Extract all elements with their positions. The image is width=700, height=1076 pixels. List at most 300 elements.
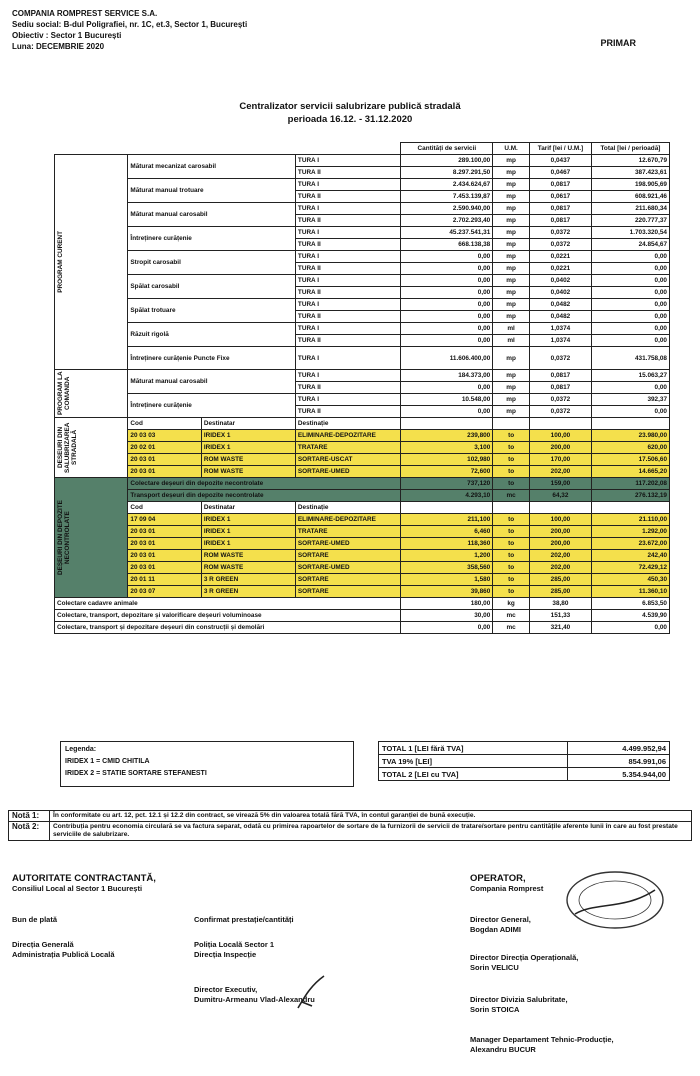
- table-row: [55, 514, 670, 526]
- cod-cell: 20 03 01: [128, 538, 201, 550]
- activity-cell: TRATARE: [295, 526, 401, 538]
- table-row: [55, 574, 670, 586]
- pl-line-1: Poliția Locală Sector 1: [194, 940, 275, 949]
- section-deseuri-salubrizare: [55, 418, 128, 478]
- total-cell: 72.429,12: [591, 562, 669, 574]
- table-header-row: [55, 143, 670, 155]
- um-cell: mp: [493, 227, 530, 239]
- tarif-cell: 0,0221: [529, 251, 591, 263]
- total-cell: 431.758,08: [591, 347, 669, 370]
- section-program-curent: [55, 155, 128, 370]
- total-cell: 0,00: [591, 622, 669, 634]
- operator-block: [470, 874, 543, 894]
- um-cell: mp: [493, 406, 530, 418]
- um-cell: to: [493, 574, 530, 586]
- total-cell: 0,00: [591, 263, 669, 275]
- tarif-cell: 1,0374: [529, 323, 591, 335]
- qty-cell: 4.293,10: [401, 490, 493, 502]
- activity-cell: SORTARE-USCAT: [295, 454, 401, 466]
- qty-cell: 0,00: [401, 275, 493, 287]
- table-row: [55, 430, 670, 442]
- bun-de-plata: Bun de plată: [12, 915, 58, 924]
- director-general: [470, 915, 531, 935]
- total-cell: 0,00: [591, 382, 669, 394]
- total-row: [379, 768, 670, 781]
- destinatar-cell: 3 R GREEN: [201, 574, 295, 586]
- table-row: [55, 478, 670, 490]
- total-cell: 15.063,27: [591, 370, 669, 382]
- um-cell: to: [493, 442, 530, 454]
- dg-line-1: Direcția Generală: [12, 940, 74, 949]
- extra-label: Colectare, transport și depozitare deșeuri din construcții și demolări: [55, 622, 401, 634]
- table-row: [55, 586, 670, 598]
- total-label: TVA 19% [LEI]: [379, 755, 568, 768]
- service-name: Măturat manual carosabil: [128, 203, 296, 227]
- d1-line-1: Director General,: [470, 915, 531, 924]
- total-cell: 450,30: [591, 574, 669, 586]
- tura-cell: TURA II: [295, 239, 401, 251]
- qty-cell: 0,00: [401, 287, 493, 299]
- col-total: Total [lei / perioadă]: [591, 143, 669, 155]
- cod-cell: 20 03 01: [128, 454, 201, 466]
- director-salubritate: [470, 995, 568, 1015]
- total-cell: 14.665,20: [591, 466, 669, 478]
- total-cell: 0,00: [591, 251, 669, 263]
- company-name: COMPANIA ROMPREST SERVICE S.A.: [12, 9, 158, 18]
- tarif-cell: 64,32: [529, 490, 591, 502]
- cod-cell: 20 03 01: [128, 562, 201, 574]
- qty-cell: 0,00: [401, 251, 493, 263]
- cod-cell: 20 03 01: [128, 550, 201, 562]
- tarif-cell: 202,00: [529, 562, 591, 574]
- table-row: [55, 394, 670, 406]
- tarif-cell: 100,00: [529, 514, 591, 526]
- tura-cell: TURA I: [295, 394, 401, 406]
- d3-line-1: Director Divizia Salubritate,: [470, 995, 568, 1004]
- tarif-cell: 0,0817: [529, 203, 591, 215]
- col-cantitati: Cantități de servicii: [401, 143, 493, 155]
- total-row: [379, 742, 670, 755]
- section-program-comanda: [55, 370, 128, 418]
- cod-cell: 17 09 04: [128, 514, 201, 526]
- legend-title: Legenda:: [65, 746, 97, 753]
- services-table: [54, 142, 670, 634]
- tarif-cell: 0,0221: [529, 263, 591, 275]
- service-name: Măturat manual carosabil: [128, 370, 296, 394]
- tarif-cell: 202,00: [529, 550, 591, 562]
- activity-cell: SORTARE-UMED: [295, 562, 401, 574]
- table-row: [55, 155, 670, 167]
- service-name: Întreținere curățenie Puncte Fixe: [128, 347, 296, 370]
- activity-cell: ELIMINARE-DEPOZITARE: [295, 514, 401, 526]
- qty-cell: 184.373,00: [401, 370, 493, 382]
- total-cell: 12.670,79: [591, 155, 669, 167]
- table-row: [55, 347, 670, 370]
- tarif-cell: 0,0372: [529, 406, 591, 418]
- table-row: [55, 442, 670, 454]
- qty-cell: 0,00: [401, 622, 493, 634]
- um-cell: to: [493, 466, 530, 478]
- tura-cell: TURA I: [295, 179, 401, 191]
- legend-box: [60, 741, 354, 787]
- title-line-1: Centralizator servicii salubrizare publică stradală: [239, 101, 461, 112]
- tarif-cell: 285,00: [529, 586, 591, 598]
- tura-cell: TURA I: [295, 323, 401, 335]
- qty-cell: 668.138,38: [401, 239, 493, 251]
- destinatar-cell: 3 R GREEN: [201, 586, 295, 598]
- operator-company: Compania Romprest: [470, 884, 544, 893]
- um-cell: mp: [493, 263, 530, 275]
- tura-cell: TURA II: [295, 215, 401, 227]
- d4-line-1: Manager Departament Tehnic-Producție,: [470, 1035, 614, 1044]
- destinatar-cell: ROM WASTE: [201, 562, 295, 574]
- cod-cell: 20 01 11: [128, 574, 201, 586]
- tarif-cell: 159,00: [529, 478, 591, 490]
- empty-cell: [591, 502, 669, 514]
- table-row: [55, 323, 670, 335]
- cod-cell: 20 02 01: [128, 442, 201, 454]
- tarif-cell: 151,33: [529, 610, 591, 622]
- table-row: [55, 454, 670, 466]
- total-cell: 117.202,08: [591, 478, 669, 490]
- activity-cell: SORTARE: [295, 574, 401, 586]
- total-cell: 1.703.320,54: [591, 227, 669, 239]
- total-cell: 220.777,37: [591, 215, 669, 227]
- tura-cell: TURA II: [295, 287, 401, 299]
- tarif-cell: 0,0402: [529, 287, 591, 299]
- qty-cell: 3,100: [401, 442, 493, 454]
- table-row: [55, 502, 670, 514]
- total-cell: 392,37: [591, 394, 669, 406]
- objective: Obiectiv : Sector 1 București: [12, 31, 122, 40]
- tarif-cell: 0,0437: [529, 155, 591, 167]
- d1-line-2: Bogdan ADIMI: [470, 925, 521, 934]
- note-row: [9, 822, 692, 841]
- empty-cell: [529, 418, 591, 430]
- um-cell: mp: [493, 394, 530, 406]
- empty-cell: [493, 502, 530, 514]
- qty-cell: 8.297.291,50: [401, 167, 493, 179]
- table-row: [55, 251, 670, 263]
- destinatar-cell: ROM WASTE: [201, 454, 295, 466]
- qty-cell: 2.702.293,40: [401, 215, 493, 227]
- um-cell: mp: [493, 167, 530, 179]
- tura-cell: TURA I: [295, 370, 401, 382]
- total-cell: 0,00: [591, 287, 669, 299]
- note-label: Notă 2:: [9, 822, 50, 841]
- tarif-cell: 1,0374: [529, 335, 591, 347]
- tarif-cell: 0,0817: [529, 215, 591, 227]
- tura-cell: TURA I: [295, 251, 401, 263]
- tarif-cell: 0,0817: [529, 179, 591, 191]
- qty-cell: 0,00: [401, 335, 493, 347]
- note-row: [9, 811, 692, 822]
- document-title: [0, 100, 700, 126]
- empty-cell: [401, 418, 493, 430]
- green-label: Transport deșeuri din depozite necontrolate: [128, 490, 401, 502]
- tura-cell: TURA II: [295, 406, 401, 418]
- qty-cell: 2.590.940,00: [401, 203, 493, 215]
- tarif-cell: 200,00: [529, 538, 591, 550]
- table-row: [55, 275, 670, 287]
- um-cell: mc: [493, 622, 530, 634]
- um-cell: to: [493, 454, 530, 466]
- qty-cell: 0,00: [401, 406, 493, 418]
- service-name: Întreținere curățenie: [128, 394, 296, 418]
- total-cell: 276.132,19: [591, 490, 669, 502]
- tura-cell: TURA I: [295, 203, 401, 215]
- table-row: [55, 299, 670, 311]
- qty-cell: 102,980: [401, 454, 493, 466]
- tarif-cell: 0,0372: [529, 394, 591, 406]
- destinatar-cell: IRIDEX 1: [201, 442, 295, 454]
- qty-cell: 72,600: [401, 466, 493, 478]
- de-line-1: Director Executiv,: [194, 985, 258, 994]
- total-cell: 21.110,00: [591, 514, 669, 526]
- table-row: [55, 203, 670, 215]
- table-row: [55, 370, 670, 382]
- tarif-cell: 0,0617: [529, 191, 591, 203]
- legend-line-2: IRIDEX 2 = STATIE SORTARE STEFANESTI: [65, 770, 207, 777]
- recipient-label: PRIMAR: [600, 38, 636, 48]
- destinatar-cell: IRIDEX 1: [201, 526, 295, 538]
- qty-cell: 39,860: [401, 586, 493, 598]
- qty-cell: 289.100,00: [401, 155, 493, 167]
- handwritten-signature: [290, 972, 330, 1012]
- activity-cell: TRATARE: [295, 442, 401, 454]
- notes-table: [8, 810, 692, 841]
- tura-cell: TURA II: [295, 311, 401, 323]
- total-cell: 608.921,46: [591, 191, 669, 203]
- tura-cell: TURA I: [295, 299, 401, 311]
- company-address: Sediu social: B-dul Poligrafiei, nr. 1C, et.3, Sector 1, București: [12, 20, 248, 29]
- service-name: Întreținere curățenie: [128, 227, 296, 251]
- tura-cell: TURA I: [295, 275, 401, 287]
- d3-line-2: Sorin STOICA: [470, 1005, 520, 1014]
- total-value: 5.354.944,00: [568, 768, 670, 781]
- authority-block: [12, 874, 156, 894]
- table-row: [55, 490, 670, 502]
- um-cell: to: [493, 478, 530, 490]
- note-label: Notă 1:: [9, 811, 50, 822]
- d2-line-2: Sorin VELICU: [470, 963, 519, 972]
- confirmat-prestatie: Confirmat prestație/cantități: [194, 915, 294, 924]
- extra-label: Colectare, transport, depozitare și valorificare deșeuri voluminoase: [55, 610, 401, 622]
- service-name: Spălat carosabil: [128, 275, 296, 299]
- destinatar-cell: ROM WASTE: [201, 550, 295, 562]
- politia-locala: [194, 940, 274, 960]
- service-name: Spălat trotuare: [128, 299, 296, 323]
- tarif-cell: 0,0372: [529, 347, 591, 370]
- um-cell: mp: [493, 299, 530, 311]
- head-destinatie: Destinație: [295, 502, 401, 514]
- tarif-cell: 200,00: [529, 526, 591, 538]
- tarif-cell: 0,0372: [529, 227, 591, 239]
- qty-cell: 180,00: [401, 598, 493, 610]
- document-header: [12, 8, 247, 52]
- activity-cell: SORTARE: [295, 586, 401, 598]
- total-value: 854.991,06: [568, 755, 670, 768]
- tura-cell: TURA II: [295, 191, 401, 203]
- tarif-cell: 321,40: [529, 622, 591, 634]
- tarif-cell: 0,0817: [529, 382, 591, 394]
- tarif-cell: 0,0482: [529, 311, 591, 323]
- authority-title: AUTORITATE CONTRACTANTĂ,: [12, 873, 156, 884]
- tura-cell: TURA I: [295, 227, 401, 239]
- destinatar-cell: ROM WASTE: [201, 466, 295, 478]
- total-cell: 0,00: [591, 406, 669, 418]
- total-cell: 0,00: [591, 335, 669, 347]
- tarif-cell: 0,0467: [529, 167, 591, 179]
- um-cell: mp: [493, 370, 530, 382]
- note-text: În conformitate cu art. 12, pct. 12.1 și 12.2 din contract, se virează 5% din valoarea totală fără TVA, în contul garanției de bună execuție.: [50, 811, 692, 822]
- total-cell: 242,40: [591, 550, 669, 562]
- tarif-cell: 0,0372: [529, 239, 591, 251]
- um-cell: mp: [493, 382, 530, 394]
- total-cell: 11.360,10: [591, 586, 669, 598]
- qty-cell: 0,00: [401, 311, 493, 323]
- tarif-cell: 38,80: [529, 598, 591, 610]
- title-line-2: perioada 16.12. - 31.12.2020: [287, 114, 413, 125]
- head-destinatar: Destinatar: [201, 418, 295, 430]
- empty-cell: [591, 418, 669, 430]
- total-cell: 23.980,00: [591, 430, 669, 442]
- qty-cell: 6,460: [401, 526, 493, 538]
- head-cod: Cod: [128, 418, 201, 430]
- total-cell: 17.506,60: [591, 454, 669, 466]
- um-cell: mp: [493, 155, 530, 167]
- qty-cell: 1,580: [401, 574, 493, 586]
- empty-cell: [529, 502, 591, 514]
- tarif-cell: 100,00: [529, 430, 591, 442]
- d4-line-2: Alexandru BUCUR: [470, 1045, 536, 1054]
- qty-cell: 1,200: [401, 550, 493, 562]
- qty-cell: 0,00: [401, 263, 493, 275]
- tura-cell: TURA II: [295, 167, 401, 179]
- cod-cell: 20 03 03: [128, 430, 201, 442]
- total-cell: 1.292,00: [591, 526, 669, 538]
- table-row: [55, 179, 670, 191]
- table-row: [55, 562, 670, 574]
- director-operational: [470, 953, 578, 973]
- service-name: Răzuit rigolă: [128, 323, 296, 347]
- table-row: [55, 466, 670, 478]
- um-cell: mp: [493, 215, 530, 227]
- um-cell: mp: [493, 275, 530, 287]
- qty-cell: 737,120: [401, 478, 493, 490]
- tarif-cell: 285,00: [529, 574, 591, 586]
- col-tarif: Tarif [lei / U.M.]: [529, 143, 591, 155]
- total-label: TOTAL 2 [LEI cu TVA]: [379, 768, 568, 781]
- month: Luna: DECEMBRIE 2020: [12, 42, 105, 51]
- empty-cell: [493, 418, 530, 430]
- pl-line-2: Direcția Inspecție: [194, 950, 257, 959]
- total-cell: 198.905,69: [591, 179, 669, 191]
- totals-table: [378, 741, 670, 781]
- activity-cell: ELIMINARE-DEPOZITARE: [295, 430, 401, 442]
- extra-label: Colectare cadavre animale: [55, 598, 401, 610]
- tura-cell: TURA II: [295, 263, 401, 275]
- table-row: [55, 538, 670, 550]
- note-text: Contribuția pentru economia circulară se va factura separat, odată cu primirea rapoartelor de sortare de la furnizorii de servicii de tratare/sortare pentru cantitățile aferente lunii în care au fost prestate serviciile de salubrizare.: [50, 822, 692, 841]
- qty-cell: 211,100: [401, 514, 493, 526]
- um-cell: to: [493, 526, 530, 538]
- um-cell: mp: [493, 179, 530, 191]
- destinatar-cell: IRIDEX 1: [201, 430, 295, 442]
- empty-cell: [401, 502, 493, 514]
- um-cell: mp: [493, 347, 530, 370]
- qty-cell: 2.434.624,67: [401, 179, 493, 191]
- tura-cell: TURA I: [295, 347, 401, 370]
- um-cell: to: [493, 538, 530, 550]
- directia-generala: [12, 940, 115, 960]
- service-name: Măturat manual trotuare: [128, 179, 296, 203]
- tura-cell: TURA II: [295, 335, 401, 347]
- um-cell: mp: [493, 251, 530, 263]
- tarif-cell: 0,0482: [529, 299, 591, 311]
- total-cell: 0,00: [591, 299, 669, 311]
- total-cell: 620,00: [591, 442, 669, 454]
- qty-cell: 7.453.139,87: [401, 191, 493, 203]
- um-cell: kg: [493, 598, 530, 610]
- total-cell: 0,00: [591, 323, 669, 335]
- um-cell: mp: [493, 287, 530, 299]
- section-program-comanda-label: PROGRAM LA COMANDA: [57, 371, 71, 416]
- tarif-cell: 200,00: [529, 442, 591, 454]
- head-destinatar: Destinatar: [201, 502, 295, 514]
- qty-cell: 45.237.541,31: [401, 227, 493, 239]
- um-cell: mc: [493, 490, 530, 502]
- activity-cell: SORTARE-UMED: [295, 538, 401, 550]
- service-name: Stropit carosabil: [128, 251, 296, 275]
- col-um: U.M.: [493, 143, 530, 155]
- dg-line-2: Administrația Publică Locală: [12, 950, 115, 959]
- um-cell: mp: [493, 311, 530, 323]
- qty-cell: 10.548,00: [401, 394, 493, 406]
- total-cell: 0,00: [591, 275, 669, 287]
- company-stamp: [555, 862, 665, 932]
- d2-line-1: Director Direcția Operațională,: [470, 953, 579, 962]
- total-cell: 4.539,90: [591, 610, 669, 622]
- tarif-cell: 0,0817: [529, 370, 591, 382]
- um-cell: to: [493, 550, 530, 562]
- activity-cell: SORTARE-UMED: [295, 466, 401, 478]
- total-label: TOTAL 1 [LEI fără TVA]: [379, 742, 568, 755]
- table-row: [55, 622, 670, 634]
- table-row: [55, 418, 670, 430]
- um-cell: to: [493, 562, 530, 574]
- um-cell: ml: [493, 323, 530, 335]
- destinatar-cell: IRIDEX 1: [201, 514, 295, 526]
- qty-cell: 239,800: [401, 430, 493, 442]
- total-value: 4.499.952,94: [568, 742, 670, 755]
- um-cell: mc: [493, 610, 530, 622]
- cod-cell: 20 03 07: [128, 586, 201, 598]
- qty-cell: 118,360: [401, 538, 493, 550]
- table-row: [55, 526, 670, 538]
- total-cell: 24.854,67: [591, 239, 669, 251]
- qty-cell: 30,00: [401, 610, 493, 622]
- destinatar-cell: IRIDEX 1: [201, 538, 295, 550]
- total-cell: 23.672,00: [591, 538, 669, 550]
- authority-council: Consiliul Local al Sector 1 București: [12, 884, 143, 893]
- total-row: [379, 755, 670, 768]
- tarif-cell: 170,00: [529, 454, 591, 466]
- qty-cell: 11.606.400,00: [401, 347, 493, 370]
- tarif-cell: 202,00: [529, 466, 591, 478]
- qty-cell: 358,560: [401, 562, 493, 574]
- table-row: [55, 227, 670, 239]
